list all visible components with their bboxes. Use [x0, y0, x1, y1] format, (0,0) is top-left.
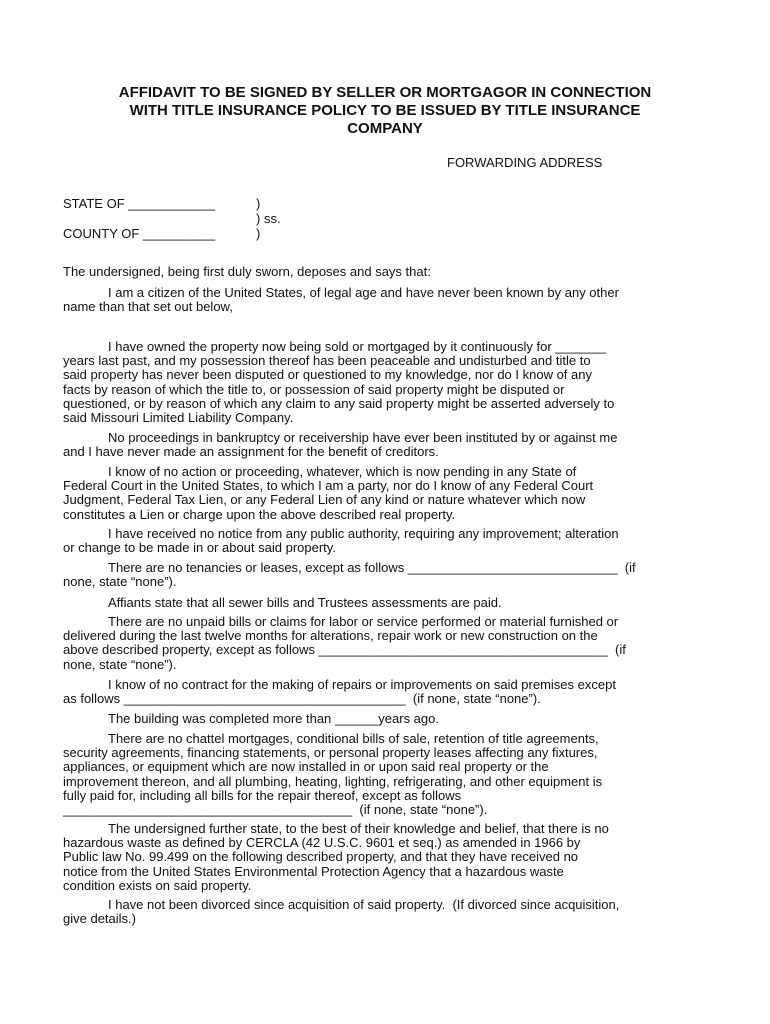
paragraph-line: improvement thereon, and all plumbing, heating, lighting, refrigerating, and other equipment is: [63, 773, 603, 789]
paragraph-line: I am a citizen of the United States, of legal age and have never been known by any other: [108, 285, 619, 300]
state-of-field: STATE OF ____________: [63, 196, 216, 211]
paragraph-line: Judgment, Federal Tax Lien, or any Federal Lien of any kind or nature whatever which now: [63, 492, 586, 508]
paragraph-line: condition exists on said property.: [63, 877, 252, 893]
paragraph-line: Federal Court in the United States, to which I am a party, nor do I know of any Federal Court: [63, 478, 594, 494]
venue-ss: ) ss.: [256, 211, 281, 226]
paragraph-line: fully paid for, including all bills for the repair thereof, except as follows: [63, 787, 462, 803]
paragraph-line: I have received no notice from any public authority, requiring any improvement; alteration: [108, 526, 619, 541]
paragraph-line: give details.): [63, 911, 136, 927]
paragraph-line: none, state “none”).: [63, 656, 177, 672]
paragraph-12: [63, 822, 713, 893]
paragraph-line: hazardous waste as defined by CERCLA (42 U.S.C. 9601 et seq.) as amended in 1966 by: [63, 835, 581, 851]
intro-statement: The undersigned, being first duly sworn, deposes and says that:: [63, 264, 431, 279]
paragraph-line: I have owned the property now being sold or mortgaged by it continuously for _______: [108, 339, 606, 354]
paragraph-line: delivered during the last twelve months for alterations, repair work or new construction on the: [63, 628, 598, 644]
paragraph-line: The building was completed more than ______years ago.: [108, 711, 439, 726]
paragraph-line: I have not been divorced since acquisition of said property. (If divorced since acquisition,: [108, 897, 620, 912]
paragraph-line: The undersigned further state, to the best of their knowledge and belief, that there is no: [108, 821, 609, 836]
county-of-field: COUNTY OF __________: [63, 226, 216, 241]
paragraph-8: [63, 615, 713, 672]
paragraph-1: [63, 286, 713, 314]
paragraph-line: name than that set out below,: [63, 299, 233, 315]
paragraph-9: [63, 678, 713, 706]
paragraph-10: [63, 712, 713, 726]
paragraph-4: [63, 465, 713, 522]
paragraph-6: [63, 561, 713, 589]
paragraph-line: said Missouri Limited Liability Company.: [63, 410, 294, 426]
paragraph-line: constitutes a Lien or charge upon the above described real property.: [63, 506, 456, 522]
venue-paren-bottom: ): [256, 226, 261, 241]
paragraph-line: Affiants state that all sewer bills and Trustees assessments are paid.: [108, 595, 502, 610]
paragraph-line: security agreements, financing statements, or personal property leases affecting any fixtures,: [63, 745, 598, 761]
title-line-3: COMPANY: [347, 120, 423, 137]
paragraph-7: [63, 596, 713, 610]
paragraph-line: and I have never made an assignment for the benefit of creditors.: [63, 444, 439, 460]
venue-paren-top: ): [256, 196, 261, 211]
title-line-1: AFFIDAVIT TO BE SIGNED BY SELLER OR MORTGAGOR IN CONNECTION: [118, 84, 652, 101]
paragraph-2: [63, 340, 713, 425]
paragraph-line: I know of no action or proceeding, whatever, which is now pending in any State of: [108, 464, 577, 479]
paragraph-13: [63, 898, 713, 926]
paragraph-line: No proceedings in bankruptcy or receivership have ever been instituted by or against me: [108, 430, 618, 445]
paragraph-line: appliances, or equipment which are now installed in or upon said real property or the: [63, 759, 549, 775]
paragraph-line: ________________________________________ (if none, state “none”).: [63, 802, 488, 818]
paragraph-line: I know of no contract for the making of repairs or improvements on said premises except: [108, 677, 616, 692]
paragraph-11: [63, 732, 713, 817]
paragraph-line: There are no unpaid bills or claims for labor or service performed or material furnished or: [108, 614, 619, 629]
paragraph-line: questioned, or by reason of which any claim to any said property might be asserted adversely to: [63, 395, 615, 411]
paragraph-line: above described property, except as follows ________________________________________ (if: [63, 642, 626, 658]
document-title: [60, 84, 710, 138]
paragraph-line: as follows _______________________________________ (if none, state “none”).: [63, 691, 541, 707]
forwarding-address-label: FORWARDING ADDRESS: [447, 155, 603, 170]
paragraph-3: [63, 431, 713, 459]
paragraph-line: There are no chattel mortgages, conditional bills of sale, retention of title agreements,: [108, 731, 599, 746]
paragraph-line: Public law No. 99.499 on the following described property, and that they have received no: [63, 849, 579, 865]
title-line-2: WITH TITLE INSURANCE POLICY TO BE ISSUED BY TITLE INSURANCE: [129, 102, 641, 119]
paragraph-line: said property has never been disputed or questioned to my knowledge, nor do I know of any: [63, 367, 592, 383]
paragraph-line: none, state “none”).: [63, 574, 177, 590]
paragraph-line: years last past, and my possession thereof has been peaceable and undisturbed and title to: [63, 353, 591, 369]
paragraph-line: There are no tenancies or leases, except as follows _____________________________ (if: [108, 560, 636, 575]
paragraph-line: facts by reason of which the title to, or possession of said property might be disputed or: [63, 381, 565, 397]
paragraph-5: [63, 527, 713, 555]
paragraph-line: notice from the United States Environmental Protection Agency that a hazardous waste: [63, 863, 564, 879]
paragraph-line: or change to be made in or about said property.: [63, 540, 336, 556]
